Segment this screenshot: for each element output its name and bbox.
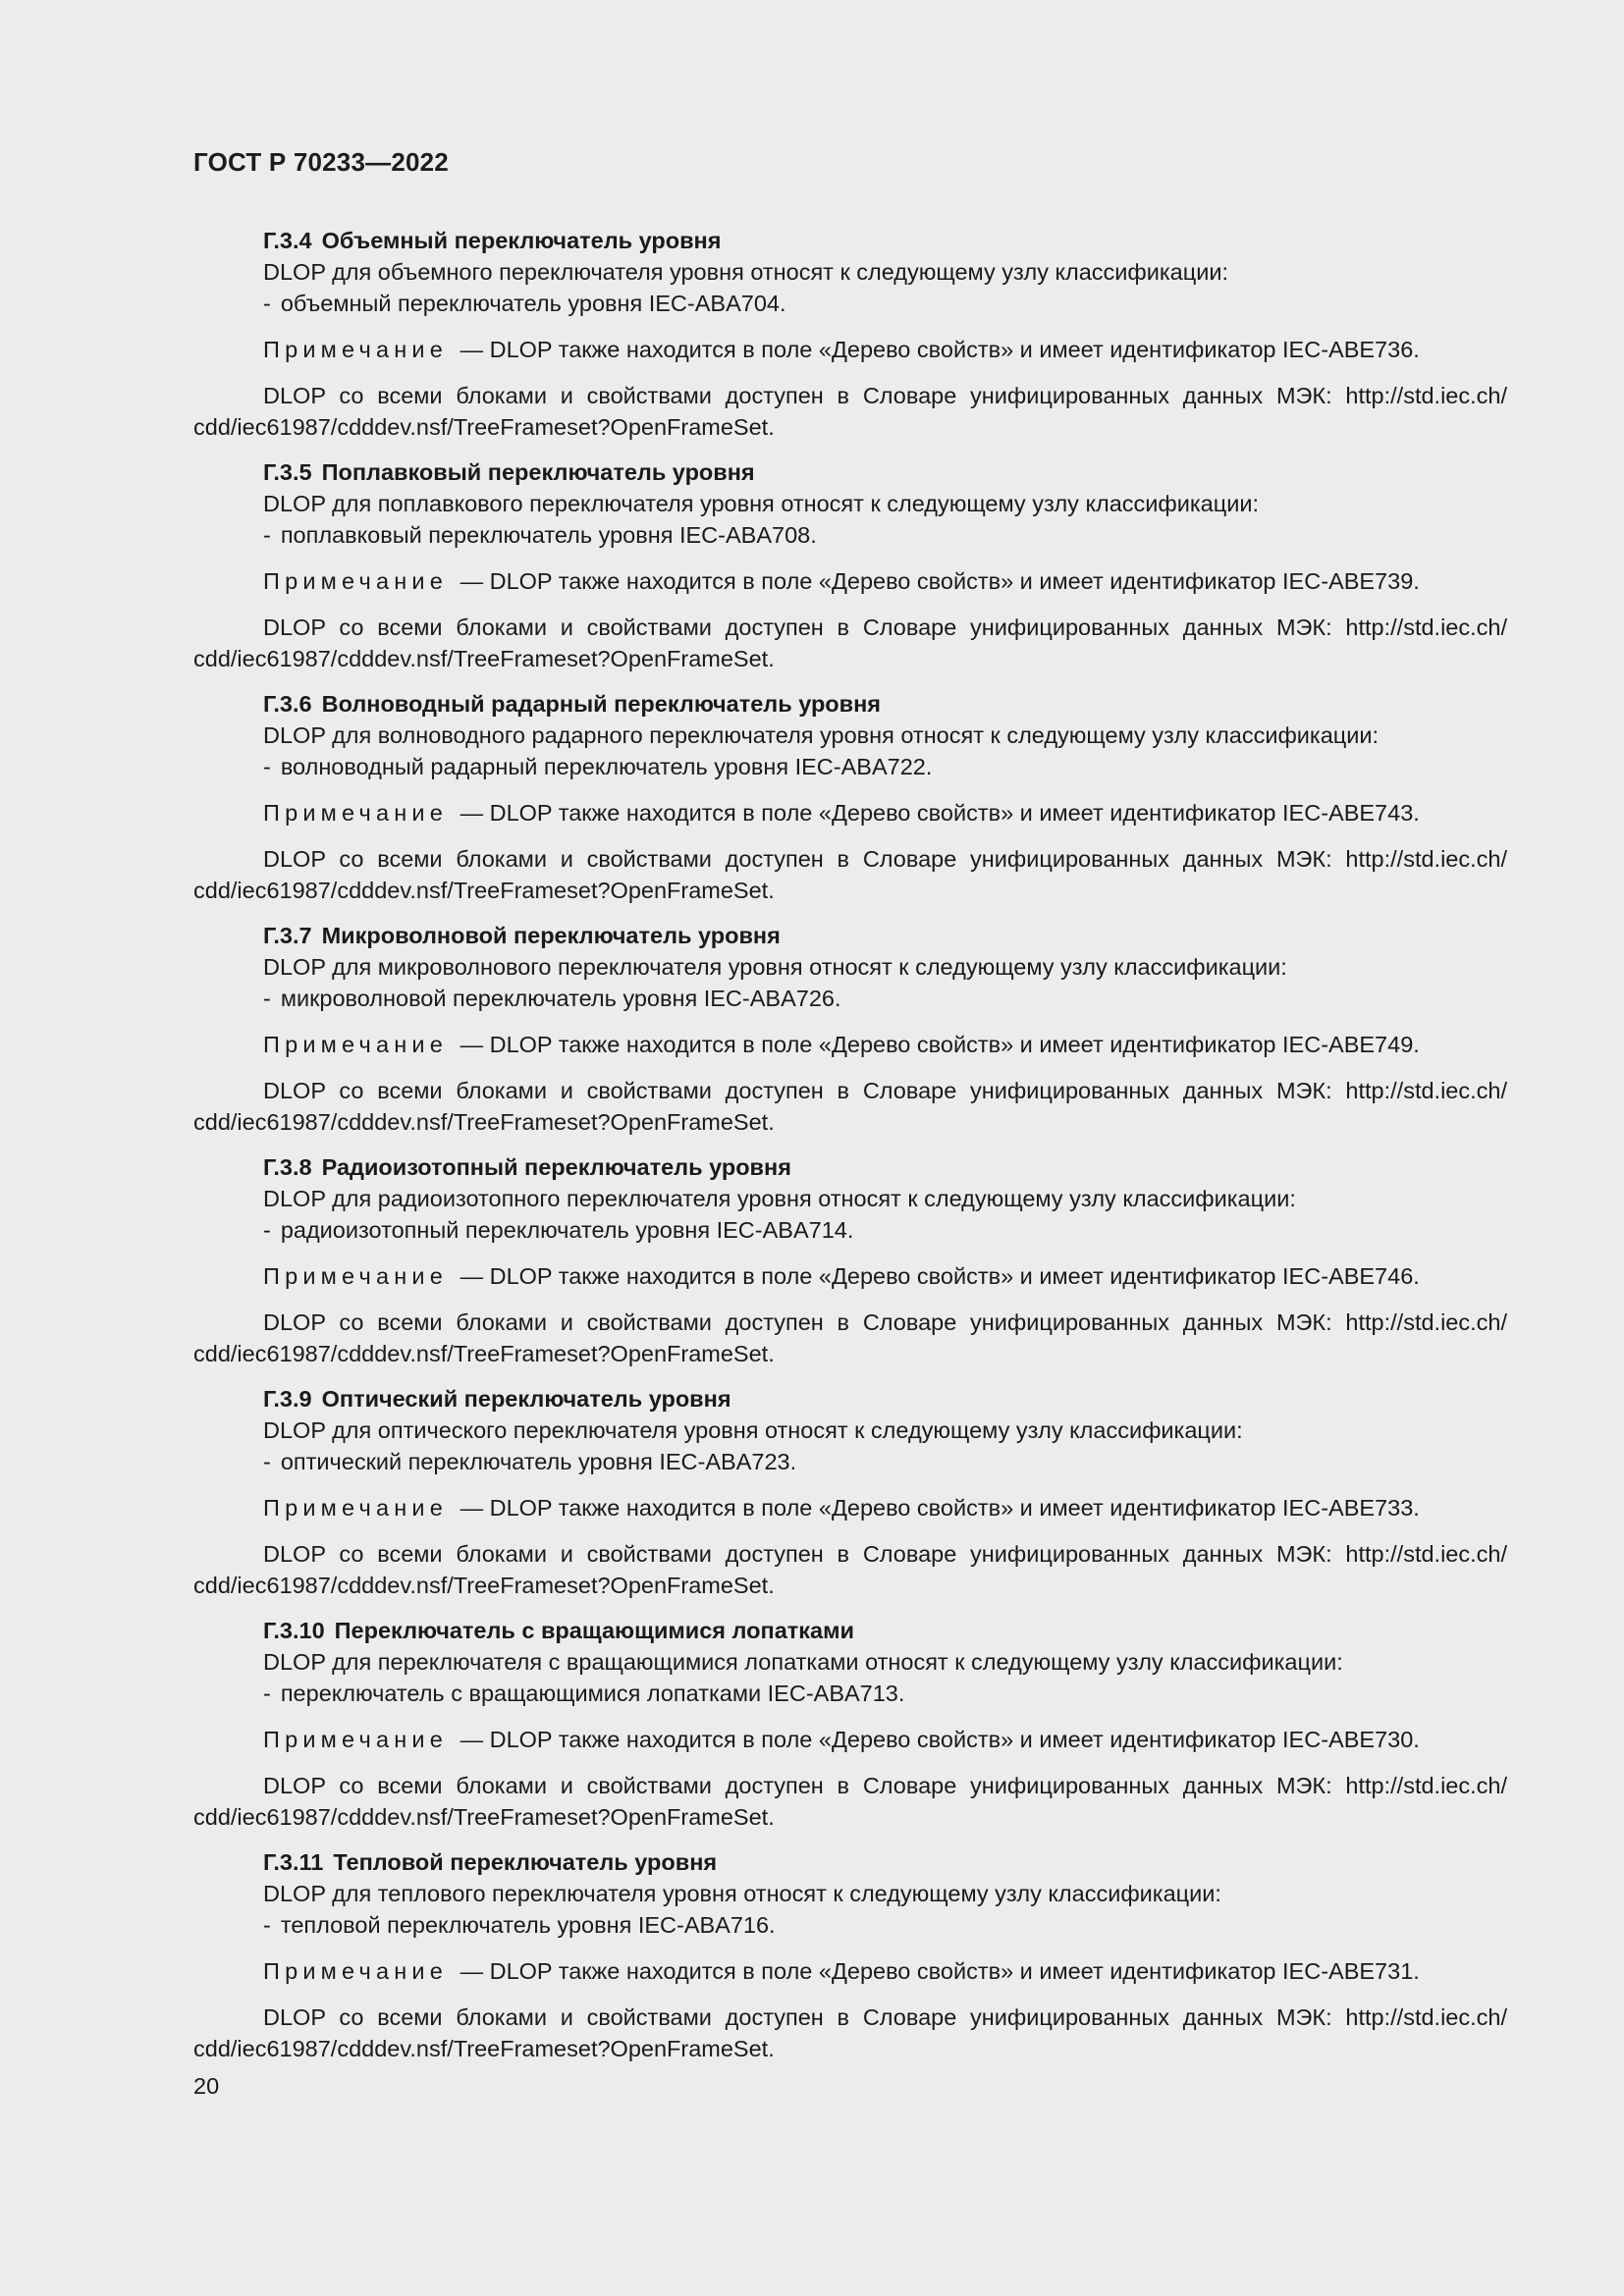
dictionary-url-tail: cdd/iec61987/cdddev.nsf/TreeFrameset?OpenFrameSet.	[193, 1341, 775, 1366]
dictionary-url-tail: cdd/iec61987/cdddev.nsf/TreeFrameset?OpenFrameSet.	[193, 878, 775, 903]
section-title: Поплавковый переключатель уровня	[321, 459, 755, 485]
classification-intro: DLOP для радиоизотопного переключателя уровня относят к следующему узлу классификации:	[263, 1186, 1296, 1211]
document-body	[193, 225, 1507, 2078]
note-text: — DLOP также находится в поле «Дерево свойств» и имеет идентификатор	[460, 800, 1276, 826]
section-title: Оптический переключатель уровня	[321, 1386, 731, 1412]
note-identifier: IEC-ABE736.	[1282, 337, 1420, 362]
section	[193, 1846, 1507, 2078]
classification-intro: DLOP для микроволнового переключателя уровня относят к следующему узлу классификации:	[263, 954, 1287, 980]
note-text: — DLOP также находится в поле «Дерево свойств» и имеет идентификатор	[460, 1032, 1276, 1057]
note-label: Примечание	[263, 1727, 449, 1752]
section-heading	[193, 920, 1507, 951]
section-number: Г.3.6	[263, 691, 312, 717]
section-title: Переключатель с вращающимися лопатками	[334, 1618, 854, 1643]
section	[193, 688, 1507, 920]
section-heading	[193, 225, 1507, 256]
note-text: — DLOP также находится в поле «Дерево свойств» и имеет идентификатор	[460, 1495, 1276, 1521]
note-identifier: IEC-ABE746.	[1282, 1263, 1420, 1289]
section-number: Г.3.7	[263, 923, 312, 948]
section	[193, 1151, 1507, 1383]
classification-item	[193, 1446, 1507, 1477]
classification-item-text: радиоизотопный переключатель уровня IEC-ABA714.	[280, 1217, 854, 1243]
note	[193, 1029, 1507, 1060]
bullet-dash: -	[263, 1912, 271, 1938]
section	[193, 1615, 1507, 1846]
section-heading	[193, 1846, 1507, 1878]
note	[193, 1724, 1507, 1755]
classification-intro: DLOP для объемного переключателя уровня относят к следующему узлу классификации:	[263, 259, 1228, 285]
dictionary-reference	[193, 1770, 1507, 1833]
note-identifier: IEC-ABE731.	[1282, 1958, 1420, 1984]
dictionary-url-tail: cdd/iec61987/cdddev.nsf/TreeFrameset?OpenFrameSet.	[193, 646, 775, 671]
note-text: — DLOP также находится в поле «Дерево свойств» и имеет идентификатор	[460, 1727, 1276, 1752]
note-text: — DLOP также находится в поле «Дерево свойств» и имеет идентификатор	[460, 568, 1276, 594]
bullet-dash: -	[263, 1681, 271, 1706]
bullet-dash: -	[263, 1449, 271, 1474]
section-heading	[193, 456, 1507, 488]
note-identifier: IEC-ABE733.	[1282, 1495, 1420, 1521]
dictionary-text: DLOP со всеми блоками и свойствами доступен в Словаре унифицированных данных МЭК: http://std.iec.ch/	[263, 2004, 1507, 2030]
note	[193, 334, 1507, 365]
section-number: Г.3.10	[263, 1618, 325, 1643]
classification-intro: DLOP для волноводного радарного переключателя уровня относят к следующему узлу классификации:	[263, 722, 1380, 748]
classification-intro: DLOP для теплового переключателя уровня относят к следующему узлу классификации:	[263, 1881, 1221, 1906]
dictionary-reference	[193, 612, 1507, 674]
section-title: Волноводный радарный переключатель уровня	[321, 691, 882, 717]
classification-item	[193, 288, 1507, 319]
classification-item	[193, 1678, 1507, 1709]
note-label: Примечание	[263, 1032, 449, 1057]
bullet-dash: -	[263, 986, 271, 1011]
dictionary-reference	[193, 1307, 1507, 1369]
classification-intro: DLOP для оптического переключателя уровня относят к следующему узлу классификации:	[263, 1417, 1243, 1443]
classification-item	[193, 519, 1507, 551]
dictionary-url-tail: cdd/iec61987/cdddev.nsf/TreeFrameset?OpenFrameSet.	[193, 2036, 775, 2061]
section-heading	[193, 1151, 1507, 1183]
dictionary-text: DLOP со всеми блоками и свойствами доступен в Словаре унифицированных данных МЭК: http://std.iec.ch/	[263, 1541, 1507, 1567]
section-title: Микроволновой переключатель уровня	[321, 923, 781, 948]
section	[193, 1383, 1507, 1615]
dictionary-url-tail: cdd/iec61987/cdddev.nsf/TreeFrameset?OpenFrameSet.	[193, 1804, 775, 1830]
section-number: Г.3.11	[263, 1849, 324, 1875]
section-heading	[193, 1383, 1507, 1415]
note	[193, 797, 1507, 828]
section	[193, 920, 1507, 1151]
section-number: Г.3.4	[263, 228, 312, 253]
note-label: Примечание	[263, 337, 449, 362]
dictionary-url-tail: cdd/iec61987/cdddev.nsf/TreeFrameset?OpenFrameSet.	[193, 1109, 775, 1135]
section	[193, 225, 1507, 456]
bullet-dash: -	[263, 754, 271, 779]
note	[193, 1260, 1507, 1292]
section-title: Радиоизотопный переключатель уровня	[321, 1154, 791, 1180]
classification-item-text: поплавковый переключатель уровня IEC-ABA708.	[280, 522, 817, 548]
note-identifier: IEC-ABE739.	[1282, 568, 1420, 594]
dictionary-reference	[193, 380, 1507, 443]
classification-item-text: переключатель с вращающимися лопатками IEC-ABA713.	[280, 1681, 905, 1706]
bullet-dash: -	[263, 522, 271, 548]
bullet-dash: -	[263, 291, 271, 316]
note-text: — DLOP также находится в поле «Дерево свойств» и имеет идентификатор	[460, 1263, 1276, 1289]
section-title: Объемный переключатель уровня	[321, 228, 722, 253]
page-number: 20	[193, 2073, 220, 2099]
classification-item-text: волноводный радарный переключатель уровня IEC-ABA722.	[280, 754, 933, 779]
classification-intro: DLOP для поплавкового переключателя уровня относят к следующему узлу классификации:	[263, 491, 1259, 516]
section-title: Тепловой переключатель уровня	[333, 1849, 718, 1875]
classification-intro: DLOP для переключателя с вращающимися лопатками относят к следующему узлу классификации:	[263, 1649, 1343, 1675]
section	[193, 456, 1507, 688]
note-label: Примечание	[263, 1263, 449, 1289]
dictionary-text: DLOP со всеми блоками и свойствами доступен в Словаре унифицированных данных МЭК: http://std.iec.ch/	[263, 1773, 1507, 1798]
section-number: Г.3.5	[263, 459, 312, 485]
dictionary-reference	[193, 843, 1507, 906]
note	[193, 565, 1507, 597]
note-text: — DLOP также находится в поле «Дерево свойств» и имеет идентификатор	[460, 337, 1276, 362]
section-number: Г.3.8	[263, 1154, 312, 1180]
note	[193, 1955, 1507, 1987]
dictionary-reference	[193, 1075, 1507, 1138]
note-label: Примечание	[263, 1958, 449, 1984]
section-number: Г.3.9	[263, 1386, 312, 1412]
classification-item	[193, 751, 1507, 782]
document-header: ГОСТ Р 70233—2022	[193, 147, 449, 177]
classification-item-text: оптический переключатель уровня IEC-ABA723.	[280, 1449, 797, 1474]
dictionary-text: DLOP со всеми блоками и свойствами доступен в Словаре унифицированных данных МЭК: http://std.iec.ch/	[263, 1078, 1507, 1103]
classification-item	[193, 983, 1507, 1014]
note-identifier: IEC-ABE730.	[1282, 1727, 1420, 1752]
note-label: Примечание	[263, 568, 449, 594]
note	[193, 1492, 1507, 1523]
classification-item-text: объемный переключатель уровня IEC-ABA704.	[280, 291, 786, 316]
classification-item-text: микроволновой переключатель уровня IEC-ABA726.	[280, 986, 841, 1011]
section-heading	[193, 688, 1507, 720]
classification-item	[193, 1214, 1507, 1246]
dictionary-text: DLOP со всеми блоками и свойствами доступен в Словаре унифицированных данных МЭК: http://std.iec.ch/	[263, 614, 1507, 640]
note-label: Примечание	[263, 1495, 449, 1521]
note-identifier: IEC-ABE743.	[1282, 800, 1420, 826]
classification-item	[193, 1909, 1507, 1941]
dictionary-url-tail: cdd/iec61987/cdddev.nsf/TreeFrameset?OpenFrameSet.	[193, 1573, 775, 1598]
dictionary-url-tail: cdd/iec61987/cdddev.nsf/TreeFrameset?OpenFrameSet.	[193, 414, 775, 440]
bullet-dash: -	[263, 1217, 271, 1243]
dictionary-text: DLOP со всеми блоками и свойствами доступен в Словаре унифицированных данных МЭК: http://std.iec.ch/	[263, 1309, 1507, 1335]
dictionary-reference	[193, 2002, 1507, 2064]
note-text: — DLOP также находится в поле «Дерево свойств» и имеет идентификатор	[460, 1958, 1276, 1984]
note-identifier: IEC-ABE749.	[1282, 1032, 1420, 1057]
section-heading	[193, 1615, 1507, 1646]
classification-item-text: тепловой переключатель уровня IEC-ABA716.	[280, 1912, 776, 1938]
dictionary-text: DLOP со всеми блоками и свойствами доступен в Словаре унифицированных данных МЭК: http://std.iec.ch/	[263, 383, 1507, 408]
dictionary-reference	[193, 1538, 1507, 1601]
dictionary-text: DLOP со всеми блоками и свойствами доступен в Словаре унифицированных данных МЭК: http://std.iec.ch/	[263, 846, 1507, 872]
note-label: Примечание	[263, 800, 449, 826]
